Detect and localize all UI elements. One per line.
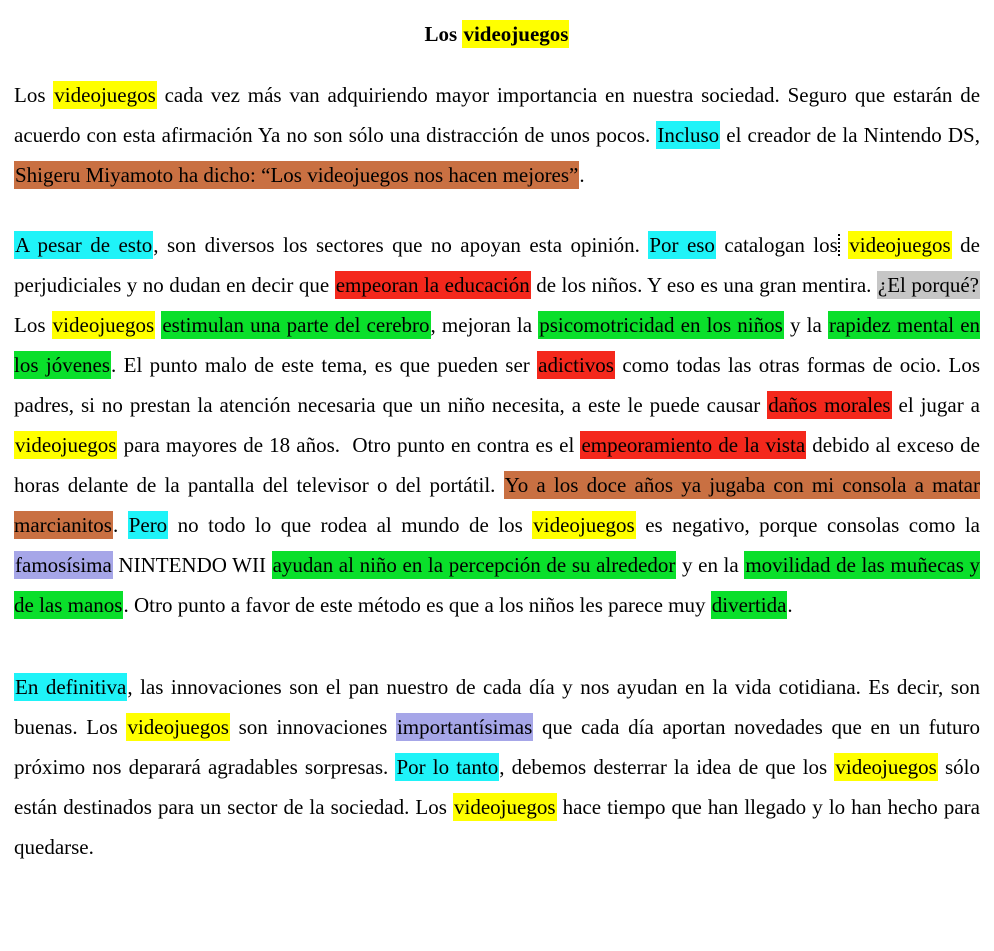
document-title: [14, 22, 980, 46]
paragraph-2: [14, 225, 980, 625]
highlighted-text-red: empeoran la educación: [335, 273, 530, 297]
highlighted-text-cyan: Incluso: [657, 123, 720, 147]
paragraph-3: [14, 667, 980, 867]
highlighted-text-green: ayudan al niño en la percepción de su alrededor: [272, 553, 676, 577]
highlighted-text-lavender: importantísimas: [396, 715, 533, 739]
highlighted-text-yellow: videojuegos: [15, 433, 117, 457]
highlighted-text-yellow: videojuegos: [533, 513, 635, 537]
text-run: Los: [14, 83, 54, 107]
highlighted-text-red: daños morales: [768, 393, 891, 417]
text-run: son innovaciones: [229, 715, 396, 739]
text-run: y la: [783, 313, 828, 337]
text-run: hace tiempo que han llegado y lo han hecho para quedarse.: [14, 795, 980, 859]
highlighted-text-brown: Yo a los doce años ya jugaba con mi consola a matar marcianitos: [14, 473, 980, 537]
text-run: Los: [14, 313, 52, 337]
text-run: que cada día aportan novedades que en un futuro próximo nos deparará agradables sorpresas.: [14, 715, 980, 779]
text-run: sólo están destinados para un sector de la sociedad. Los: [14, 755, 980, 819]
text-run: , las innovaciones son el pan nuestro de cada día y nos ayudan en la vida cotidiana. Es decir, son buenas. Los: [14, 675, 980, 739]
text-run: NINTENDO WII: [112, 553, 272, 577]
text-run: es negativo, porque consolas como la: [635, 513, 981, 537]
text-run: de perjudiciales y no dudan en decir que: [14, 233, 980, 297]
highlighted-text-lavender: famosísima: [15, 553, 112, 577]
highlighted-text-cyan: En definitiva: [15, 675, 127, 699]
highlighted-text-yellow: videojuegos: [849, 233, 951, 257]
highlighted-text-yellow: videojuegos: [52, 313, 155, 337]
text-run: cada vez más van adquiriendo mayor importancia en nuestra sociedad. Seguro que estarán de acuerdo con esta afirmación Ya no son sólo una distracción de unos pocos.: [14, 83, 981, 147]
highlighted-text-yellow: videojuegos: [463, 22, 569, 46]
text-run: .: [579, 163, 585, 187]
highlighted-text-green: movilidad de las muñecas y de las manos: [14, 553, 981, 617]
highlighted-text-red: empeoramiento de la vista: [581, 433, 806, 457]
text-run: catalogan los: [715, 233, 838, 257]
text-run: , mejoran la: [430, 313, 539, 337]
text-run: el creador de la Nintendo DS,: [720, 123, 980, 147]
text-run: de los niños. Y eso es una gran mentira.: [530, 273, 877, 297]
text-run: . El punto malo de este tema, es que pueden ser: [111, 353, 538, 377]
text-run: , son diversos los sectores que no apoyan esta opinión.: [153, 233, 649, 257]
text-run: [840, 233, 848, 257]
text-run: Los: [424, 22, 463, 46]
highlighted-text-green: divertida: [711, 593, 787, 617]
highlighted-text-yellow: videojuegos: [54, 83, 156, 107]
highlighted-text-red: adictivos: [538, 353, 614, 377]
text-run: y en la: [676, 553, 745, 577]
highlighted-text-green: rapidez mental en los jóvenes: [14, 313, 981, 377]
highlighted-text-brown: Shigeru Miyamoto ha dicho: “Los videojuegos nos hacen mejores”: [15, 163, 579, 187]
highlighted-text-yellow: videojuegos: [454, 795, 556, 819]
highlighted-text-green: estimulan una parte del cerebro: [162, 313, 430, 337]
highlighted-text-cyan: Pero: [128, 513, 168, 537]
text-run: no todo lo que rodea al mundo de los: [168, 513, 533, 537]
text-run: para mayores de 18 años. Otro punto en contra es el: [117, 433, 581, 457]
text-run: debido al exceso de horas delante de la pantalla del televisor o del portátil.: [14, 433, 980, 497]
text-run: como todas las otras formas de ocio. Los padres, si no prestan la atención necesaria que un niño necesita, a este le puede causar: [14, 353, 981, 417]
text-run: , debemos desterrar la idea de que los: [499, 755, 835, 779]
paragraph-1: [14, 75, 980, 195]
text-run: el jugar a: [891, 393, 980, 417]
text-run: . Otro punto a favor de este método es que a los niños les parece muy: [123, 593, 711, 617]
text-run: .: [787, 593, 793, 617]
document-body[interactable]: [14, 75, 980, 867]
highlighted-text-yellow: videojuegos: [127, 715, 229, 739]
highlighted-text-cyan: Por eso: [649, 233, 715, 257]
text-run: .: [112, 513, 128, 537]
highlighted-text-yellow: videojuegos: [835, 755, 937, 779]
highlighted-text-cyan: Por lo tanto: [396, 755, 499, 779]
highlighted-text-gray: ¿El porqué?: [877, 273, 980, 297]
highlighted-text-cyan: A pesar de esto: [15, 233, 153, 257]
highlighted-text-green: psicomotricidad en los niños: [539, 313, 783, 337]
